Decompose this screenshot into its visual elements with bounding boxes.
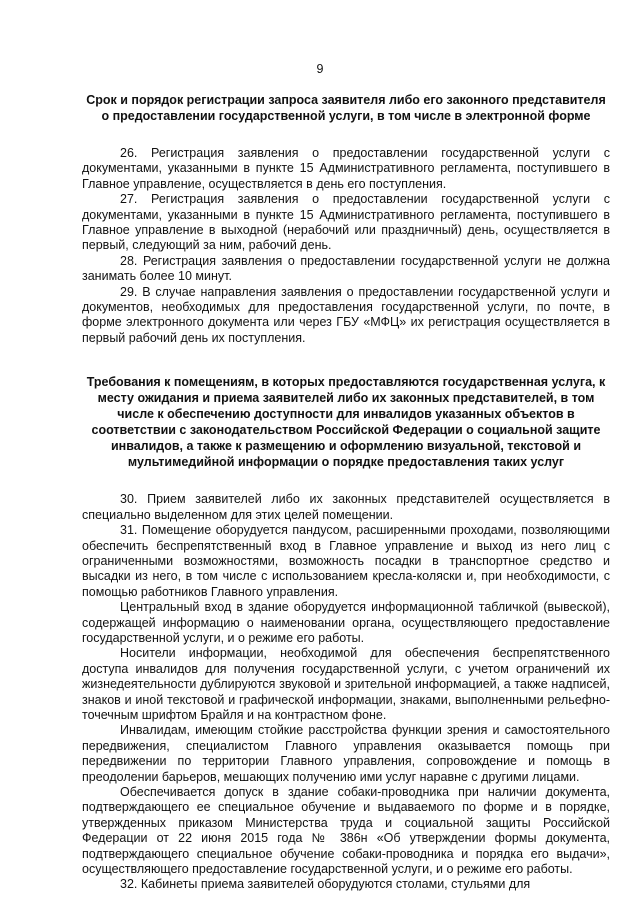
paragraph: 31. Помещение оборудуется пандусом, расширенными проходами, позволяющими обеспечить беспрепятственный вход в Главное управление и выход из него лиц с ограниченными возможностями, возможность посадки в транспортное средство и высадки из него, в том числе с использованием кресла-коляски и, при необходимости, с помощью работников Главного управления. — [82, 523, 610, 599]
section-body-premises — [82, 492, 610, 893]
paragraph: Инвалидам, имеющим стойкие расстройства функции зрения и самостоятельного передвижения, специалистом Главного управления оказывается помощь при передвижении по территории Главного управления, сопровождение и помощь в преодолении барьеров, мешающих получению ими услуг наравне с другими лицами. — [82, 723, 610, 784]
paragraph: 29. В случае направления заявления о предоставлении государственной услуги и документов, необходимых для предоставления государственной услуги, по почте, в форме электронного документа или через ГБУ «МФЦ» их регистрация осуществляется в первый рабочий день их поступления. — [82, 284, 610, 345]
paragraph: 30. Прием заявителей либо их законных представителей осуществляется в специально выделенном для этих целей помещении. — [82, 492, 610, 522]
paragraph: Носители информации, необходимой для обеспечения беспрепятственного доступа инвалидов для получения государственной услуги, с учетом ограничений их жизнедеятельности дублируются звуковой и зрительной информацией, а также надписей, знаков и иной текстовой и графической информации, знаками, выполненными рельефно-точечным шрифтом Брайля и на контрастном фоне. — [82, 646, 610, 722]
paragraph: Центральный вход в здание оборудуется информационной табличкой (вывеской), содержащей информацию о наименовании органа, осуществляющего предоставление государственной услуги, и о режиме его работы. — [82, 600, 610, 645]
section-heading-registration: Срок и порядок регистрации запроса заявителя либо его законного представителя о предоставлении государственной услуги, в том числе в электронной форме — [86, 93, 606, 123]
paragraph: 32. Кабинеты приема заявителей оборудуются столами, стульями для — [120, 877, 531, 892]
section-heading-premises: Требования к помещениям, в которых предоставляются государственная услуга, к месту ожидания и приема заявителей либо их законных представителей, в том числе к обеспечению доступности для инвалидов указанных объектов в соответствии с законодательством Российской Федерации о социальной защите инвалидов, а также к размещению и оформлению визуальной, текстовой и мультимедийной информации о порядке предоставления таких услуг — [86, 375, 606, 470]
paragraph: 27. Регистрация заявления о предоставлении государственной услуги с документами, указанными в пункте 15 Административного регламента, поступившего в Главное управление в выходной (нерабочий или праздничный) день, осуществляется в первый, следующий за ним, рабочий день. — [82, 192, 610, 253]
section-body-registration — [82, 146, 610, 346]
page-number: 9 — [316, 62, 324, 76]
paragraph: 28. Регистрация заявления о предоставлении государственной услуги не должна занимать более 10 минут. — [82, 253, 610, 284]
paragraph: 26. Регистрация заявления о предоставлении государственной услуги с документами, указанными в пункте 15 Административного регламента, поступившего в Главное управление, осуществляется в день его поступления. — [82, 146, 610, 191]
paragraph: Обеспечивается допуск в здание собаки-проводника при наличии документа, подтверждающего ее специальное обучение и выдаваемого по форме и в порядке, утвержденных приказом Министерства труда и социальной защиты Российской Федерации от 22 июня 2015 года № 386н «Об утверждении формы документа, подтверждающего специальное обучение собаки-проводника и порядка его выдачи», осуществляющего предоставление государственной услуги, и о режиме его работы. — [82, 785, 610, 877]
